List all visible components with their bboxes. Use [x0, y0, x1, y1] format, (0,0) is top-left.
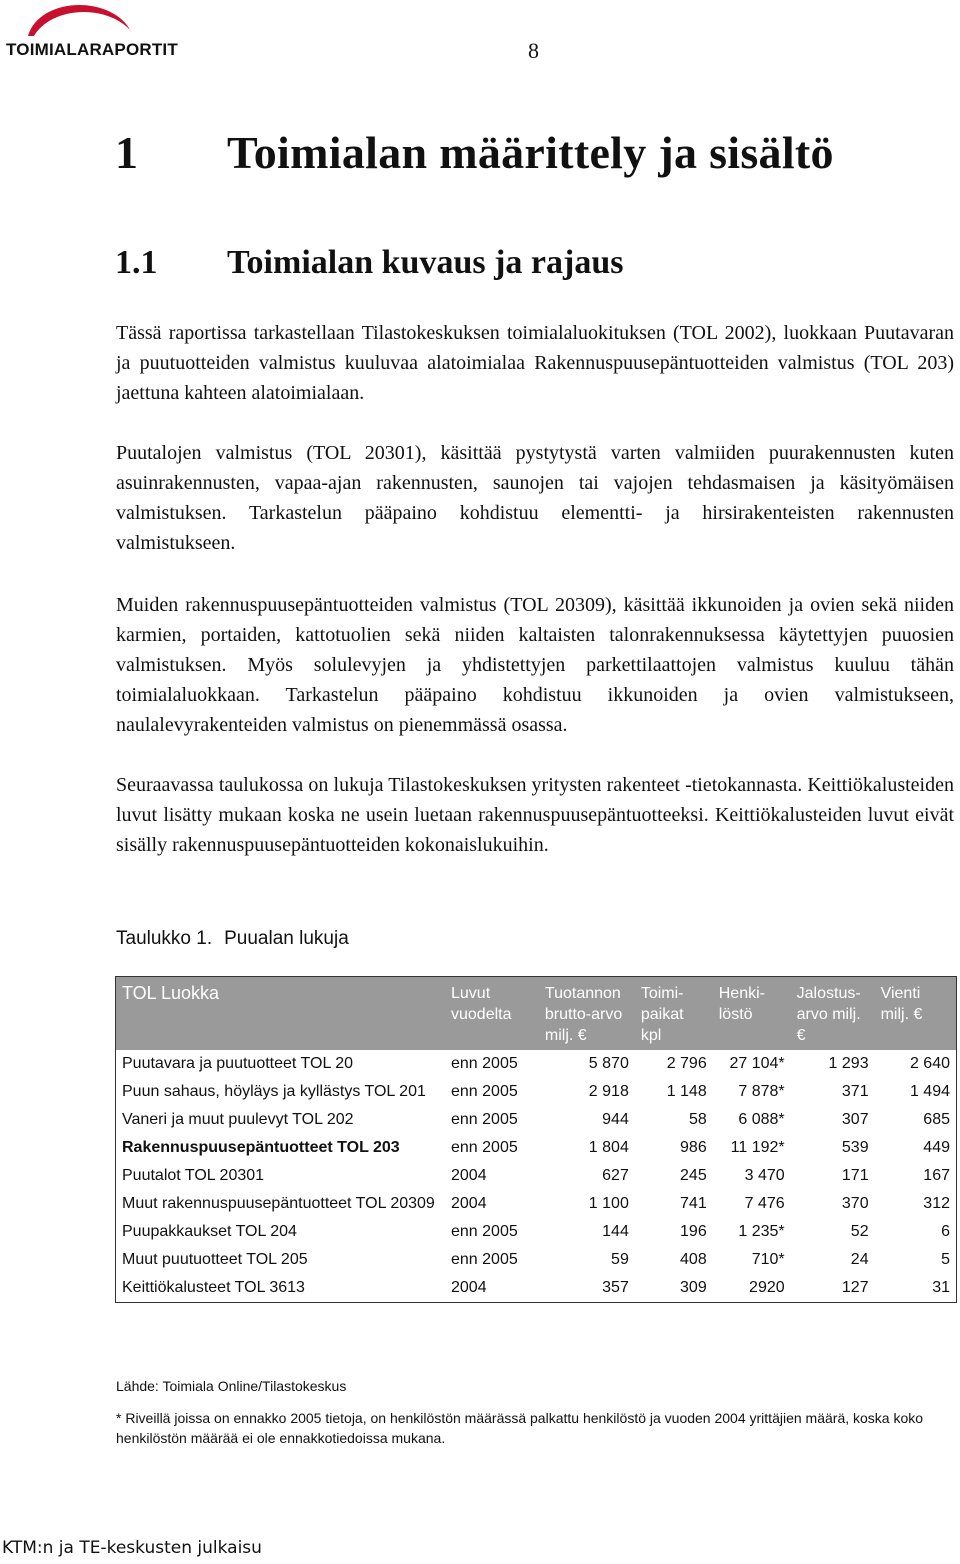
column-header: Toimi-paikat kpl	[635, 977, 713, 1051]
table-cell: 11 192*	[730, 1139, 785, 1156]
table-cell: 710*	[751, 1251, 785, 1268]
table-cell: 1 235*	[738, 1223, 785, 1240]
table-cell: 2004	[451, 1195, 487, 1212]
table-cell: 52	[850, 1223, 869, 1240]
table-row	[116, 1078, 957, 1106]
table-row	[116, 1162, 957, 1190]
column-header: Luvut vuodelta	[445, 977, 539, 1051]
table-row	[116, 1246, 957, 1274]
table-cell: 312	[923, 1195, 950, 1212]
data-table	[115, 976, 957, 1303]
table-cell: 196	[680, 1223, 707, 1240]
table-cell: Keittiökalusteet TOL 3613	[122, 1279, 305, 1296]
table-cell: 2004	[451, 1279, 487, 1296]
table-cell: 1 804	[588, 1139, 629, 1156]
table-caption	[116, 928, 349, 950]
paragraph: Muiden rakennuspuusepäntuotteiden valmistus (TOL 20309), käsittää ikkunoiden ja ovien sekä niiden karmien, portaiden, kattotuolien sekä niiden kaltaisten talonrakennuksessa käytettyjen puuosien valmistuksen. Myös solulevyjen ja yhdistettyjen parkettilaattojen valmistus kuuluu tähän toimialaluokkaan. Tarkastelun pääpaino kohdistuu ikkunoiden ja ovien valmistukseen, naulalevyrakenteiden valmistus on pienemmässä osassa.	[116, 594, 954, 736]
table-cell: enn 2005	[451, 1083, 518, 1100]
paragraph: Tässä raportissa tarkastellaan Tilastokeskuksen toimialaluokituksen (TOL 2002), luokkaan Puutavaran ja puutuotteiden valmistus kuuluvaa alatoimialaa Rakennuspuusepäntuotteiden valmistus (TOL 203) jaettuna kahteen alatoimialaan.	[116, 322, 954, 404]
table-cell: 27 104*	[729, 1055, 785, 1072]
table-cell: enn 2005	[451, 1111, 518, 1128]
paragraph: Seuraavassa taulukossa on lukuja Tilastokeskuksen yritysten rakenteet -tietokannasta. Keittiökalusteiden luvut lisätty mukaan koska ne usein luetaan rakennuspuusepäntuotteeksi. Keittiökalusteiden luvut eivät sisälly rakennuspuusepäntuotteiden kokonaislukuihin.	[116, 774, 954, 856]
table-cell: 171	[841, 1167, 869, 1184]
table-cell: 2 796	[666, 1055, 707, 1072]
logo-text: TOIMIALARAPORTIT	[6, 40, 178, 59]
table-cell: 6 088*	[738, 1111, 785, 1128]
column-header: TOL Luokka	[116, 977, 446, 1051]
table-row	[116, 1274, 957, 1303]
table-row	[116, 1190, 957, 1218]
table-cell: 2 918	[588, 1083, 629, 1100]
table-cell: 6	[941, 1223, 950, 1240]
swoosh-logo-icon	[6, 0, 176, 40]
table-cell: 685	[923, 1111, 950, 1128]
table-cell: 2 640	[909, 1055, 950, 1072]
table-cell: 449	[923, 1139, 950, 1156]
table-cell: 1 148	[666, 1083, 707, 1100]
chapter-heading	[115, 126, 834, 179]
paragraph: Puutalojen valmistus (TOL 20301), käsittää pystytystä varten valmiiden puurakennusten kuten asuinrakennusten, vapaa-ajan rakennusten, saunojen tai vajojen tehdasmaisen ja käsityömäisen valmistuksen. Tarkastelun pääpaino kohdistuu elementti- ja hirsirakenteisten rakennusten valmistukseen.	[116, 442, 954, 554]
table-cell: 245	[680, 1167, 707, 1184]
table-row	[116, 1134, 957, 1162]
table-cell: 2004	[451, 1167, 487, 1184]
table-cell: 5	[941, 1251, 950, 1268]
table-cell: 31	[932, 1279, 950, 1296]
table-cell: 627	[602, 1167, 629, 1184]
table-cell: 7 878*	[738, 1083, 785, 1100]
table-cell: enn 2005	[451, 1055, 518, 1072]
table-caption-title: Puualan lukuja	[224, 928, 349, 949]
table-cell: 59	[611, 1251, 629, 1268]
table-row	[116, 1050, 957, 1078]
table-cell: 408	[680, 1251, 707, 1268]
table-cell: 3 470	[744, 1167, 785, 1184]
table-cell: Puutalot TOL 20301	[122, 1167, 265, 1184]
table-cell: 309	[680, 1279, 707, 1296]
table-footnote: * Riveillä joissa on ennakko 2005 tietoja, on henkilöstön määrässä palkattu henkilöstö ja vuoden 2004 yrittäjien määrä, koska koko henkilöstön määrää ei ole ennakkotiedoissa mukana.	[116, 1410, 924, 1446]
section-title: Toimialan kuvaus ja rajaus	[227, 244, 624, 281]
section-number: 1.1	[115, 244, 158, 281]
table-header-row	[116, 977, 957, 1051]
table-cell: 5 870	[588, 1055, 629, 1072]
column-header: Henki-löstö	[713, 977, 791, 1051]
table-cell: 144	[602, 1223, 629, 1240]
column-header: Vienti milj. €	[875, 977, 957, 1051]
table-row	[116, 1106, 957, 1134]
table-cell: Puun sahaus, höyläys ja kyllästys TOL 201	[122, 1083, 426, 1100]
column-header: Jalostus-arvo milj. €	[791, 977, 875, 1051]
table-cell: 307	[841, 1111, 869, 1128]
column-header: Tuotannon brutto-arvo milj. €	[539, 977, 635, 1051]
table-cell: Vaneri ja muut puulevyt TOL 202	[122, 1111, 354, 1128]
table-cell: 127	[841, 1279, 869, 1296]
table-cell: 1 100	[588, 1195, 629, 1212]
table-cell: 370	[841, 1195, 869, 1212]
chapter-title: Toimialan määrittely ja sisältö	[227, 127, 834, 178]
table-source: Lähde: Toimiala Online/Tilastokeskus	[116, 1378, 347, 1394]
table-cell: 357	[602, 1279, 629, 1296]
table-cell: 539	[841, 1139, 869, 1156]
table-cell: 371	[841, 1083, 869, 1100]
table-cell: Puutavara ja puutuotteet TOL 20	[122, 1055, 353, 1072]
section-heading	[115, 244, 623, 282]
table-cell: Muut rakennuspuusepäntuotteet TOL 20309	[122, 1195, 435, 1212]
table-cell: 1 494	[909, 1083, 950, 1100]
table-cell: 741	[680, 1195, 707, 1212]
table-cell: enn 2005	[451, 1223, 518, 1240]
table-cell: 167	[923, 1167, 950, 1184]
table-cell: 7 476	[744, 1195, 785, 1212]
table-cell: 986	[680, 1139, 707, 1156]
toimialaraportit-logo	[6, 0, 176, 70]
table-cell: Muut puutuotteet TOL 205	[122, 1251, 308, 1268]
table-cell: 24	[850, 1251, 869, 1268]
table-cell: Puupakkaukset TOL 204	[122, 1223, 297, 1240]
table-cell: 1 293	[828, 1055, 869, 1072]
page-footer: KTM:n ja TE-keskusten julkaisu	[2, 1538, 262, 1558]
table-cell: 58	[688, 1111, 707, 1128]
table-cell: enn 2005	[451, 1251, 518, 1268]
table-cell: Rakennuspuusepäntuotteet TOL 203	[122, 1139, 400, 1156]
table-row	[116, 1218, 957, 1246]
table-cell: 944	[602, 1111, 629, 1128]
table-cell: 2920	[749, 1279, 785, 1296]
page-number: 8	[528, 38, 539, 63]
table-cell: enn 2005	[451, 1139, 518, 1156]
chapter-number: 1	[115, 127, 139, 178]
table-caption-label: Taulukko 1.	[116, 928, 213, 949]
